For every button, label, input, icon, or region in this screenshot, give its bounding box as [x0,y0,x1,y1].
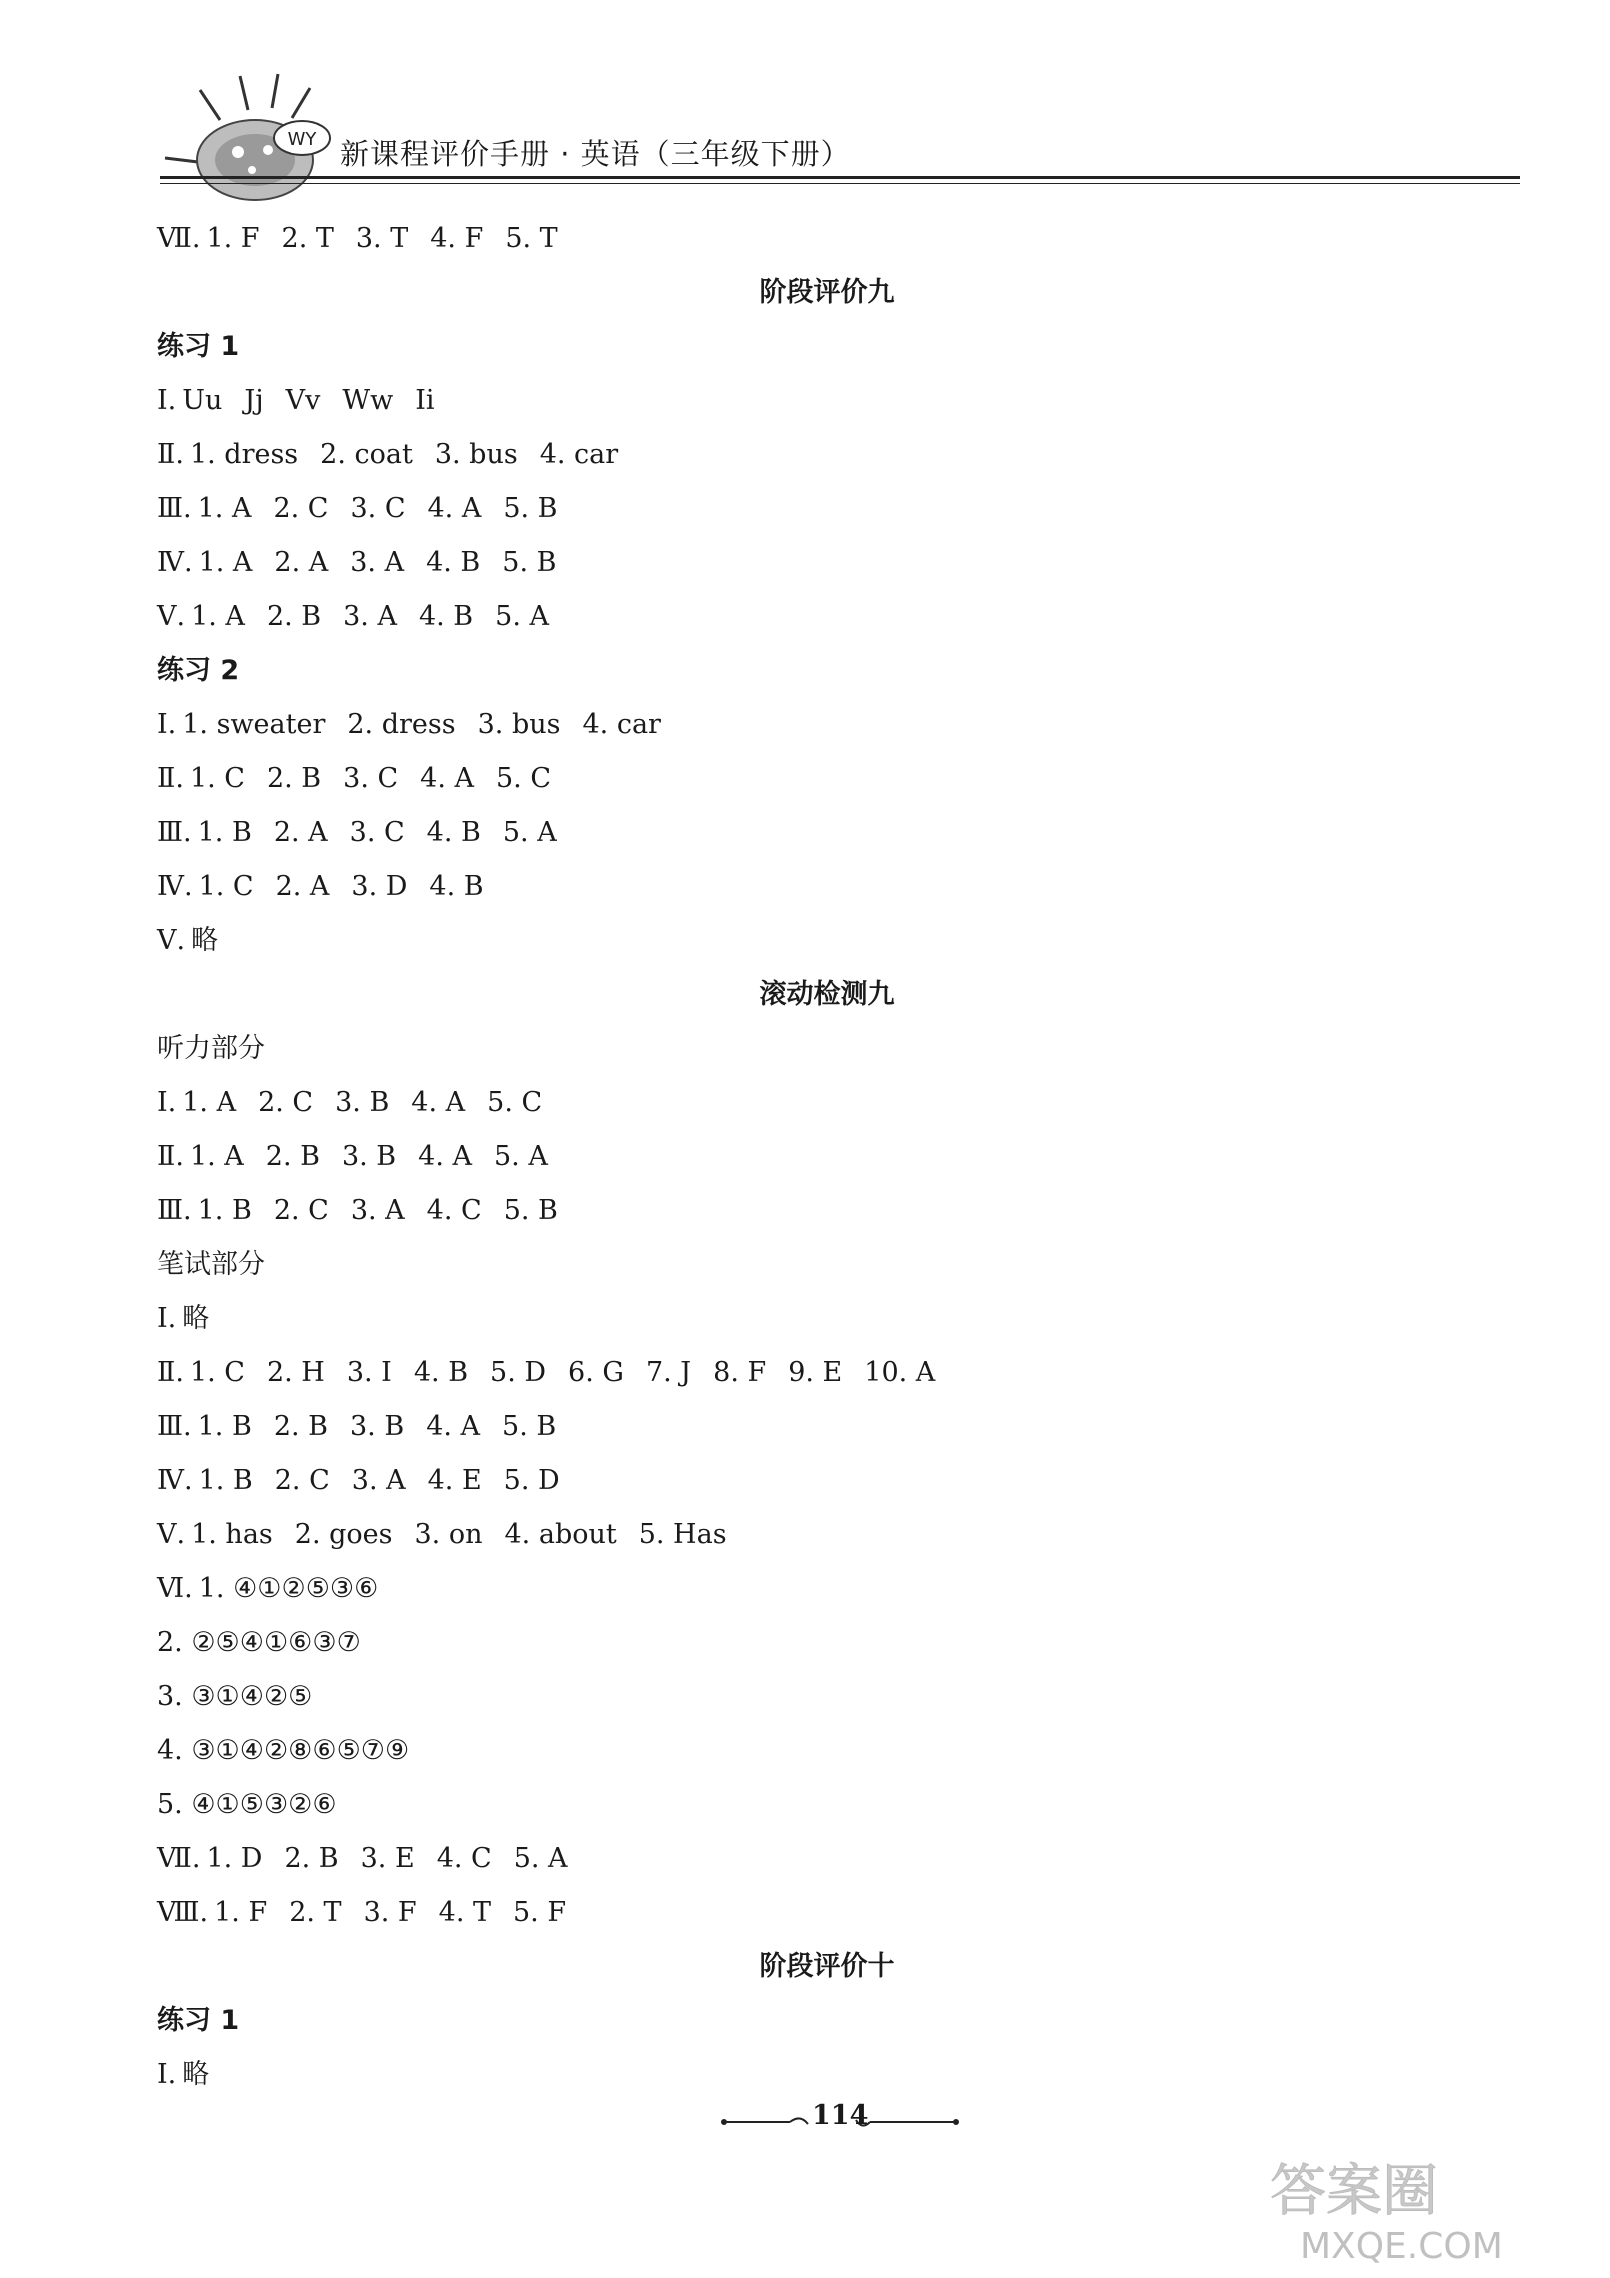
answer-item: 4. F [430,223,484,254]
answer-item: 1. B [197,817,252,848]
question-number: Ⅳ. [157,1465,193,1496]
question-number: Ⅱ. [157,1357,184,1388]
answer-item: 3. B [335,1087,390,1118]
answer-item: 3. B [350,1411,405,1442]
answer-item: 2. A [274,547,329,578]
answer-item: 1. B [198,1465,253,1496]
answer-item: 4. A [411,1087,466,1118]
answer-item: 略 [191,925,219,956]
answer-item: 1. C [189,763,245,794]
answer-line [157,1454,1517,1508]
answer-item: 3. on [414,1519,483,1550]
answer-line [157,1724,1517,1778]
answer-item: 3. I [346,1357,392,1388]
answer-item: 2. dress [347,709,456,740]
answer-item: 4. A [427,493,482,524]
answer-item: 4. B [413,1357,469,1388]
answer-item: 3. bus [477,709,561,740]
answer-line [157,2048,1517,2102]
question-number: Ⅷ. [157,1897,209,1928]
answer-item: 6. G [568,1357,624,1388]
question-number: Ⅲ. [157,1195,192,1226]
answer-item: 4. car [539,439,619,470]
answer-item: 5. Has [638,1519,727,1550]
answer-item: 2. C [273,1195,329,1226]
wy-badge-text: WY [287,129,317,150]
answer-line [157,1670,1517,1724]
answer-item: 1. sweater [182,709,326,740]
answer-item: 10. A [864,1357,936,1388]
answer-item: 1. C [189,1357,245,1388]
answer-item: 5. A [494,1141,548,1172]
answer-item: 3. C [343,763,399,794]
answer-item: 3. E [360,1843,415,1874]
question-number: Ⅰ. [157,385,177,416]
answer-line [157,1778,1517,1832]
answer-item: 3. T [355,223,409,254]
answer-item: 2. T [281,223,334,254]
answer-item: 9. E [788,1357,843,1388]
answer-line [157,698,1517,752]
answer-item: 1. F [206,223,260,254]
answer-line [157,1886,1517,1940]
answer-item: 4. C [436,1843,492,1874]
answer-item: 1. A [191,601,245,632]
answer-item: 1. C [198,871,254,902]
answer-line [157,212,1517,266]
answer-item: 4. B [429,871,484,902]
answer-item: 5. D [503,1465,560,1496]
question-number: Ⅵ. [157,1573,193,1604]
answer-line [157,428,1517,482]
answer-line [157,1508,1517,1562]
answer-line [157,1292,1517,1346]
answer-item: 1. B [197,1195,252,1226]
page-number: 114 [812,2100,869,2131]
answer-item: 3. A [350,1195,405,1226]
answer-line [157,1184,1517,1238]
question-number: Ⅰ. [157,1303,177,1334]
answer-item: 4. car [582,709,661,740]
watermark-url: MXQE.COM [1300,2226,1503,2267]
answer-item: 3. bus [434,439,518,470]
section-title: 阶段评价九 [759,277,895,308]
answer-item: 略 [182,1303,210,1334]
answer-item: 4. A [420,763,474,794]
answer-item: 2. B [284,1843,339,1874]
exercise-heading: 练习 1 [157,2005,240,2036]
question-number: Ⅴ. [157,925,186,956]
answer-item: 1. has [191,1519,273,1550]
question-number: Ⅲ. [157,817,192,848]
answer-item: 1. dress [189,439,299,470]
question-number: Ⅳ. [157,871,193,902]
answer-line [157,806,1517,860]
answer-item: 2. C [273,493,329,524]
page-footer [720,2100,960,2140]
answer-item: 4. B [426,817,481,848]
answer-item: Uu [182,385,223,416]
answer-item: 2. B [265,1141,320,1172]
question-number: Ⅲ. [157,1411,192,1442]
question-number: Ⅴ. [157,601,186,632]
answer-item: 5. B [503,1195,558,1226]
question-number: Ⅰ. [157,2059,177,2090]
question-number: Ⅰ. [157,709,177,740]
answer-line [157,752,1517,806]
question-number: Ⅳ. [157,547,193,578]
question-number: Ⅱ. [157,439,184,470]
question-number: Ⅰ. [157,1087,177,1118]
answer-item: 1. A [197,493,252,524]
answer-item: Vv [285,385,321,416]
answer-item: 4. about [504,1519,617,1550]
answer-item: 1. A [182,1087,237,1118]
answer-line [157,1130,1517,1184]
answer-item: 1. A [198,547,253,578]
section-title: 滚动检测九 [759,979,895,1010]
answer-line [157,1616,1517,1670]
question-number: Ⅱ. [157,1141,184,1172]
answer-item: 3. A [351,1465,406,1496]
answer-item: 7. J [645,1357,692,1388]
answer-item: 2. C [258,1087,314,1118]
answer-item: 8. F [713,1357,767,1388]
answer-item: 5. B [503,493,558,524]
answer-item: 4. ③①④②⑧⑥⑤⑦⑨ [157,1735,410,1766]
answer-line [157,1562,1517,1616]
answer-item: 2. B [266,763,322,794]
answer-item: 略 [182,2059,210,2090]
answer-line [157,1832,1517,1886]
answer-item: 4. A [418,1141,472,1172]
answer-item: 3. ③①④②⑤ [157,1681,313,1712]
answer-item: 3. A [350,547,405,578]
header-rule [160,176,1520,179]
answer-item: Ww [342,385,394,416]
question-number: Ⅲ. [157,493,192,524]
answer-item: 4. T [438,1897,491,1928]
page-header [160,40,1520,190]
answer-item: 3. A [343,601,397,632]
answer-item: 2. goes [294,1519,393,1550]
wy-badge-icon [272,118,332,158]
answer-line [157,1346,1517,1400]
watermark-stamp [1250,2140,1580,2270]
part-heading: 笔试部分 [157,1249,265,1280]
answer-item: 1. D [206,1843,263,1874]
answer-line [157,374,1517,428]
answer-item: 2. H [266,1357,325,1388]
answer-item: 5. ④①⑤③②⑥ [157,1789,337,1820]
section-title: 阶段评价十 [759,1951,895,1982]
answer-item: 3. D [351,871,408,902]
answer-item: 2. T [289,1897,342,1928]
answer-line [157,482,1517,536]
answer-line [157,1400,1517,1454]
answer-item: 1. B [197,1411,252,1442]
answer-item: 3. C [350,493,406,524]
answer-line [157,860,1517,914]
question-number: Ⅱ. [157,763,184,794]
exercise-heading: 练习 2 [157,655,240,686]
answer-item: Jj [244,385,264,416]
answer-item: 5. F [513,1897,567,1928]
question-number: Ⅶ. [157,1843,201,1874]
answer-item: Ii [415,385,435,416]
answer-item: 5. C [487,1087,543,1118]
answer-item: 2. A [273,817,328,848]
answer-line [157,1076,1517,1130]
answer-item: 4. E [427,1465,482,1496]
answer-item: 5. B [502,547,557,578]
answer-item: 3. B [341,1141,397,1172]
answer-line [157,590,1517,644]
answer-item: 5. C [496,763,552,794]
exercise-heading: 练习 1 [157,331,240,362]
answer-item: 2. B [266,601,322,632]
book-title: 新课程评价手册 · 英语（三年级下册） [340,137,851,171]
answer-item: 1. A [189,1141,244,1172]
question-number: Ⅶ. [157,223,201,254]
answer-item: 2. ②⑤④①⑥③⑦ [157,1627,361,1658]
part-heading: 听力部分 [157,1033,265,1064]
answer-item: 4. B [426,547,481,578]
question-number: Ⅴ. [157,1519,186,1550]
answer-item: 2. C [274,1465,330,1496]
answer-item: 5. B [502,1411,557,1442]
header-rule-thin [160,183,1520,184]
answer-item: 4. A [426,1411,481,1442]
watermark-text: 答案圈 [1270,2159,1438,2224]
answer-content [157,212,1517,2102]
answer-item: 2. B [273,1411,328,1442]
answer-item: 3. C [349,817,405,848]
answer-item: 1. ④①②⑤③⑥ [198,1573,379,1604]
answer-item: 5. D [490,1357,547,1388]
answer-line [157,536,1517,590]
answer-item: 3. F [363,1897,417,1928]
answer-item: 5. A [502,817,557,848]
answer-item: 2. A [275,871,330,902]
answer-line [157,914,1517,968]
answer-item: 5. A [495,601,549,632]
answer-item: 4. B [418,601,474,632]
answer-item: 5. T [505,223,558,254]
answer-item: 1. F [214,1897,268,1928]
answer-item: 2. coat [320,439,413,470]
answer-item: 5. A [513,1843,568,1874]
answer-item: 4. C [426,1195,482,1226]
